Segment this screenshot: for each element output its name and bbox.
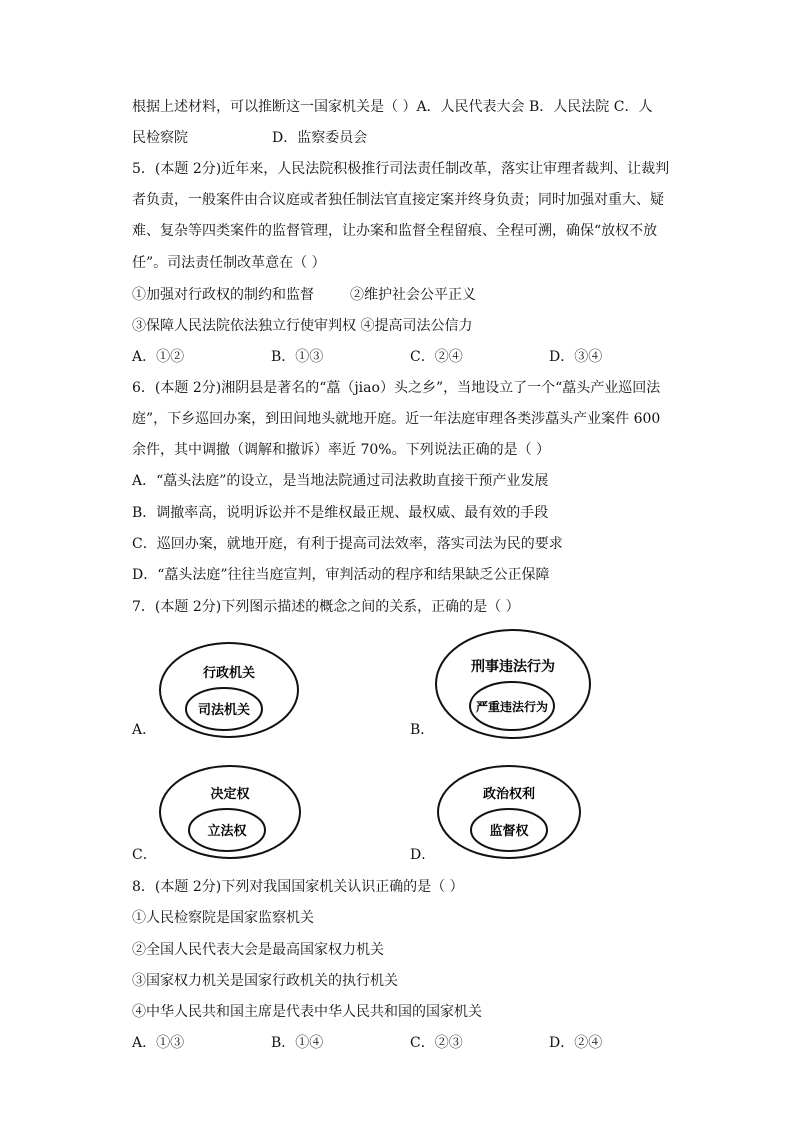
- q6-stem-line-2: 庭”，下乡巡回办案，到田间地头就地开庭。近一年法庭审理各类涉藠头产业案件 600: [132, 411, 661, 427]
- q5-stem-line-1: 5．(本题 2分)近年来，人民法院积极推行司法责任制改革，落实让审理者裁判、让裁判: [132, 161, 670, 177]
- q7-figure-a-outer-label: 行政机关: [202, 666, 256, 681]
- q8-stem: 8．(本题 2分)下列对我国国家机关认识正确的是（ ）: [132, 879, 464, 895]
- q5-choice-d[interactable]: D．③④: [549, 349, 603, 365]
- q8-item-4: ④中华人民共和国主席是代表中华人民共和国的国家机关: [132, 1004, 482, 1020]
- q7-figure-d-inner-label: 监督权: [489, 824, 529, 839]
- q8-choice-d[interactable]: D．②④: [549, 1035, 603, 1051]
- q6-option-c[interactable]: C．巡回办案，就地开庭，有利于提高司法效率，落实司法为民的要求: [132, 536, 563, 552]
- q7-figure-c-letter[interactable]: C．: [132, 847, 157, 863]
- q7-figure-b-outer-label: 刑事违法行为: [471, 659, 555, 675]
- q5-choice-b[interactable]: B．①③: [271, 349, 324, 365]
- q7-figure-a: [158, 640, 308, 744]
- q4-answer-line: 根据上述材料，可以推断这一国家机关是（ ）A．人民代表大会 B．人民法院 C．人: [132, 99, 653, 115]
- q7-figure-b: [434, 627, 594, 746]
- q7-figure-a-letter[interactable]: A．: [132, 722, 157, 738]
- q4-option-d: D．监察委员会: [272, 130, 368, 146]
- q8-item-3: ③国家权力机关是国家行政机关的执行机关: [132, 973, 398, 989]
- q6-stem-line-3: 余件，其中调撤（调解和撤诉）率近 70%。下列说法正确的是（ ）: [132, 442, 551, 458]
- q6-option-b[interactable]: B．调撤率高，说明诉讼并不是维权最正规、最权威、最有效的手段: [132, 505, 549, 521]
- q7-figure-c-inner-label: 立法权: [207, 824, 247, 839]
- q7-figure-d: [436, 763, 586, 867]
- q7-stem: 7．(本题 2分)下列图示描述的概念之间的关系，正确的是（ ）: [132, 599, 520, 615]
- q7-figure-b-letter[interactable]: B．: [410, 722, 435, 738]
- q7-figure-d-outer-label: 政治权利: [482, 787, 536, 802]
- q6-stem-line-1: 6．(本题 2分)湘阴县是著名的“藠（jiao）头之乡”，当地设立了一个“藠头产业巡回法: [132, 380, 661, 396]
- q7-figure-b-inner-label: 严重违法行为: [475, 700, 549, 714]
- q8-choice-b[interactable]: B．①④: [271, 1035, 324, 1051]
- q7-figure-d-letter[interactable]: D．: [410, 847, 436, 863]
- q5-choice-c[interactable]: C．②④: [410, 349, 463, 365]
- q5-stem-line-2: 者负责，一般案件由合议庭或者独任制法官直接定案并终身负责；同时加强对重大、疑: [132, 192, 664, 208]
- q5-choice-a[interactable]: A．①②: [132, 349, 185, 365]
- q5-stem-line-3: 难、复杂等四类案件的监督管理，让办案和监督全程留痕、全程可溯，确保“放权不放: [132, 223, 658, 239]
- q8-choice-c[interactable]: C．②③: [410, 1035, 463, 1051]
- q7-figure-a-inner-label: 司法机关: [197, 703, 251, 718]
- q7-figure-c: [158, 763, 308, 867]
- q4-option-c-cont: 民检察院: [132, 130, 188, 146]
- q8-item-1: ①人民检察院是国家监察机关: [132, 910, 314, 926]
- q5-item-2: ②维护社会公平正义: [350, 287, 476, 303]
- q6-option-d[interactable]: D．“藠头法庭”往往当庭宣判，审判活动的程序和结果缺乏公正保障: [132, 567, 550, 583]
- q8-choice-a[interactable]: A．①③: [132, 1035, 185, 1051]
- q7-figure-c-outer-label: 决定权: [210, 787, 250, 802]
- q5-stem-line-4: 任”。司法责任制改革意在（ ）: [132, 255, 326, 271]
- q5-item-3-4: ③保障人民法院依法独立行使审判权 ④提高司法公信力: [132, 318, 473, 334]
- q5-item-1: ①加强对行政权的制约和监督: [132, 287, 314, 303]
- q8-item-2: ②全国人民代表大会是最高国家权力机关: [132, 942, 384, 958]
- q6-option-a[interactable]: A．“藠头法庭”的设立，是当地法院通过司法救助直接干预产业发展: [132, 473, 549, 489]
